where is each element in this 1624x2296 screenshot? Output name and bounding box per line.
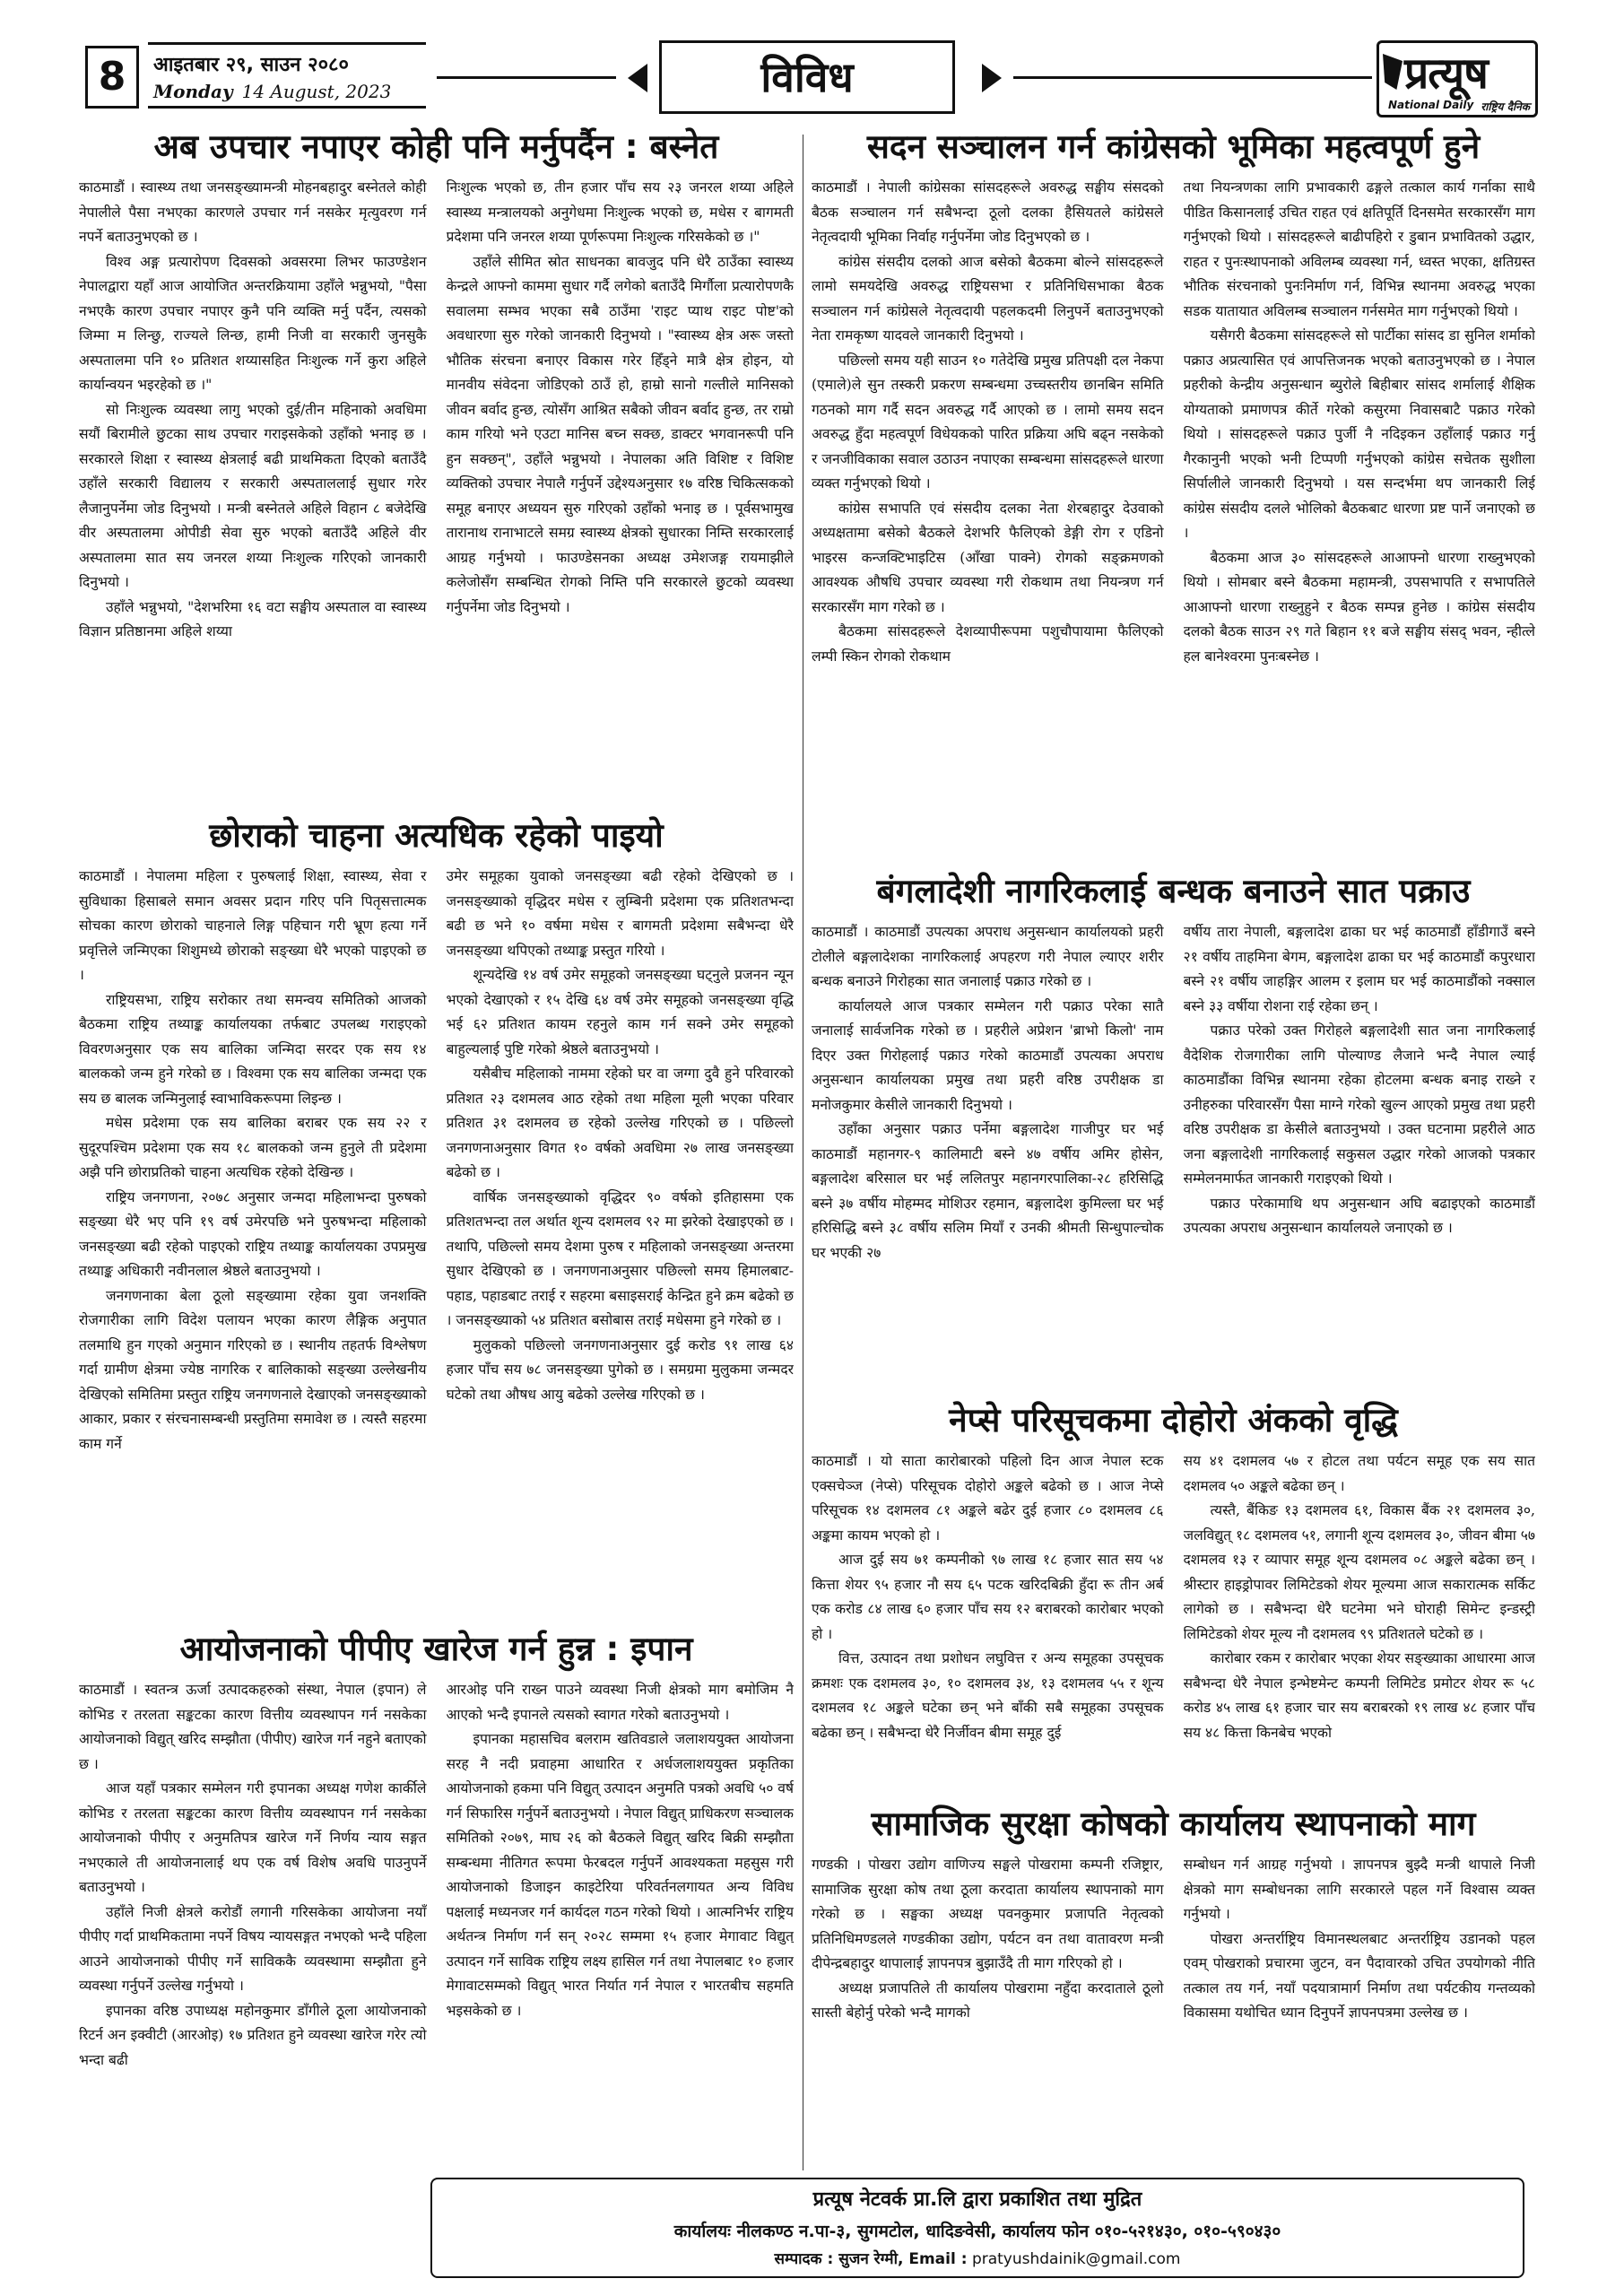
article-paragraph: उहाँले भन्नुभयो, "देशभरिमा १६ वटा सङ्घीय अस्पताल वा स्वास्थ्य विज्ञान प्रतिष्ठानमा अहिले शय्या [79,598,427,639]
article-paragraph: काठमाडौं । नेपाली कांग्रेसका सांसदहरूले अवरुद्ध सङ्घीय संसदको बैठक सञ्चालन गर्न सबैभन्दा ठूलो दलका हैसियतले कांग्रेसले नेतृत्वदायी भूमिका निर्वाह गर्नुपर्नेमा जोड दिनुभएको छ । [812,179,1164,245]
article-headline: बंगलादेशी नागरिकलाई बन्धक बनाउने सात पक्राउ [876,872,1471,910]
article-paragraph: वार्षिक जनसङ्ख्याको वृद्धिदर ९० वर्षको इतिहासमा एक प्रतिशतभन्दा तल अर्थात शून्य दशमलव ९२ मा झरेको देखाइएको छ । तथापि, पछिल्लो समय देशमा पुरुष र महिलाको जनसङ्ख्या अन्तरमा सुधार देखिएको छ । जनगणनाअनुसार पछिल्लो समय हिमालबाट-पहाड, पहाडबाट तराई र सहरमा बसाइसराई केन्द्रित हुने क्रम बढेको छ । जनसङ्ख्याको ५४ प्रतिशत बसोबास तराई मधेसमा हुने गरेको छ । [446,1188,794,1328]
article-column-2 [447,176,795,804]
article-paragraph: शून्यदेखि १४ वर्ष उमेर समूहको जनसङ्ख्या घट्नुले प्रजनन न्यून भएको देखाएको र १५ देखि ६४ वर्ष उमेर समूहको जनसङ्ख्या वृद्धि भई ६२ प्रतिशत कायम रहनुले काम गर्न सक्ने उमेर समूहको बाहुल्यलाई पुष्टि गरेको श्रेष्ठले बताउनुभयो । [446,967,794,1057]
article-paragraph: वित्त, उत्पादन तथा प्रशोधन लघुवित्त र अन्य समूहका उपसूचक क्रमशः एक दशमलव ३०, १० दशमलव ३४, १३ दशमलव ५५ र शून्य दशमलव १८ अङ्कले घटेका छन् भने बाँकी सबै समूहका उपसूचक बढेका छन् । सबैभन्दा धेरै निर्जीवन बीमा समूह दुई [812,1650,1164,1741]
day-english: Monday [153,81,233,102]
article-paragraph: गण्डकी । पोखरा उद्योग वाणिज्य सङ्घले पोखरामा कम्पनी रजिष्ट्रार, सामाजिक सुरक्षा कोष तथा ठूला करदाता कार्यालय स्थापनाको माग गरेको छ । सङ्घका अध्यक्ष पवनकुमार प्रजापति नेतृत्वको प्रतिनिधिमण्डलले गण्डकीका उद्योग, पर्यटन वन तथा वातावरण मन्त्री दीपेन्द्रबहादुर थापालाई ज्ञापनपत्र बुझाउँदै ती माग गरिएको हो । [812,1857,1164,1971]
article-column-2 [1184,920,1536,1387]
article-paragraph: इपानका वरिष्ठ उपाध्यक्ष महोनकुमार डाँगीले ठूला आयोजनाको रिटर्न अन इक्वीटी (आरओइ) १७ प्रतिशत हुने व्यवस्था खारेज गरेर त्यो भन्दा बढी [79,2002,427,2068]
article-headline: छोराको चाहना अत्यधिक रहेको पाइयो [209,816,664,855]
article-paragraph: आरओइ पनि राख्न पाउने व्यवस्था निजी क्षेत्रको माग बमोजिम नै आएको भन्दै इपानले त्यसको स्वागत गरेको बताउनुभयो । [446,1682,794,1723]
logo-tagline [1388,99,1530,114]
imprint-footer [430,2178,1524,2278]
article-paragraph: काठमाडौं । काठमाडौं उपत्यका अपराध अनुसन्धान कार्यालयको प्रहरी टोलीले बङ्गलादेशका नागरिकलाई अपहरण गरी नेपाल ल्याएर शरीर बन्धक बनाउने गिरोहका सात जनालाई पक्राउ गरेको छ । [812,924,1164,989]
article-paragraph: इपानका महासचिव बलराम खतिवडाले जलाशययुक्त आयोजना सरह नै नदी प्रवाहमा आधारित र अर्धजलाशययुक्त प्रकृतिका आयोजनाको हकमा पनि विद्युत् उत्पादन अनुमति पत्रको अवधि ५० वर्ष गर्न सिफारिस गर्नुपर्ने बताउनुभयो । नेपाल विद्युत् प्राधिकरण सञ्चालक समितिको २०७९, माघ २६ को बैठकले विद्युत् खरिद बिक्री सम्झौता सम्बन्धमा नीतिगत रूपमा फेरबदल गर्नुपर्ने आवश्यकता महसुस गरी आयोजनाको डिजाइन काइटेरिया परिवर्तनलगायत अन्य विविध पक्षलाई मध्यनजर गर्न कार्यदल गठन गरेको थियो । आत्मनिर्भर राष्ट्रिय अर्थतन्त्र निर्माण गर्न सन् २०२८ सम्ममा १५ हजार मेगावाट विद्युत् उत्पादन गर्ने साविक राष्ट्रिय लक्ष्य हासिल गर्न तथा नेपालबाट १० हजार मेगावाटसम्मको विद्युत् भारत निर्यात गर्न नेपाल र भारतबीच सहमति भइसकेको छ । [446,1731,794,2019]
article-column-2 [1184,1449,1536,1790]
article-paragraph: काठमाडौं । स्वतन्त्र ऊर्जा उत्पादकहरुको संस्था, नेपाल (इपान) ले कोभिड र तरलता सङ्कटका कारण वित्तीय व्यवस्थापन गर्न नसकेका आयोजनाको विद्युत् खरिद सम्झौता (पीपीए) खारेज गर्न नहुने बताएको छ । [79,1682,427,1772]
article-paragraph: वर्षीय तारा नेपाली, बङ्गलादेश ढाका घर भई काठमाडौं हाँडीगाउँ बस्ने २१ वर्षीय ताहमिना बेगम, बङ्गलादेश ढाका घर भई काठमाडौं कपुरधारा बस्ने २१ वर्षीय जाहङ्गिर आलम र इलाम घर भई काठमाडौंको नक्साल बस्ने ३३ वर्षीया रोशना राई रहेका छन् । [1183,924,1535,1014]
masthead [85,40,1538,121]
date-nepali: आइतबार २९, साउन २०८० [153,54,349,76]
article-headline: सदन सञ्चालन गर्न कांग्रेसको भूमिका महत्वपूर्ण हुने [866,127,1481,166]
article-column-1 [812,920,1164,1387]
logo-name: प्रत्यूष [1404,48,1488,99]
article-headline: आयोजनाको पीपीए खारेज गर्न हुन्न : इपान [179,1630,693,1668]
article-paragraph: विश्व अङ्ग प्रत्यारोपण दिवसको अवसरमा लिभर फाउण्डेशन नेपालद्वारा यहाँ आज आयोजित अन्तरक्रियामा उहाँले भन्नुभयो, "पैसा नभएकै कारण उपचार नपाएर कुनै पनि व्यक्ति मर्नु पर्दैन, त्यसको जिम्मा म लिन्छु, राज्यले लिन्छ, हामी निजी वा सरकारी जुनसुकै अस्पतालमा पनि १० प्रतिशत शय्यासहित निःशुल्क गर्ने कुरा अहिले कार्यान्वयन भइरहेको छ ।" [79,253,427,393]
logo-tag-np: राष्ट्रिय दैनिक [1481,100,1530,113]
article-congress [812,126,1535,861]
article-paragraph: कार्यालयले आज पत्रकार सम्मेलन गरी पक्राउ परेका सातै जनालाई सार्वजनिक गरेको छ । प्रहरीले अप्रेशन 'ब्राभो किलो' नाम दिएर उक्त गिरोहलाई पक्राउ गरेको काठमाडौं उपत्यका अपराध अनुसन्धान कार्यालयका प्रमुख तथा प्रहरी वरिष्ठ उपरीक्षक डा मनोजकुमार केसीले जानकारी दिनुभयो । [812,997,1164,1113]
article-paragraph: पक्राउ परेको उक्त गिरोहले बङ्गलादेशी सात जना नागरिकलाई वैदेशिक रोजगारीका लागि पोल्याण्ड लैजाने भन्दै नेपाल ल्याई काठमाडौंका विभिन्न स्थानमा रहेका होटलमा बन्धक बनाइ राख्ने र उनीहरुका परिवारसँग पैसा माग्ने गरेको खुल्न आएको प्रमुख तथा प्रहरी वरिष्ठ उपरीक्षक डा केसीले बताउनुभयो । उक्त घटनामा प्रहरीले आठ जना बङ्गलादेशी नागरिकलाई सकुसल उद्धार गरेको आजको पत्रकार सम्मेलनमार्फत जानकारी गराइएको थियो । [1183,1022,1535,1187]
article-column-1 [79,176,427,804]
article-social-security [812,1803,1535,2170]
arrow-right-icon [982,64,1002,92]
article-column-2 [447,1678,795,2171]
article-paragraph: सो निःशुल्क व्यवस्था लागु भएको दुई/तीन महिनाको अवधिमा सयौं बिरामीले छुटका साथ उपचार गराइसकेको उहाँको भनाइ छ । सरकारले शिक्षा र स्वास्थ्य क्षेत्रलाई बढी प्राथमिकता दिएको बताउँदै उहाँले सरकारी विद्यालय र सरकारी अस्पताललाई सुधार गरेर लैजानुपर्नेमा जोड दिनुभयो । मन्त्री बस्नेतले अहिले विहान ८ बजेदेखि वीर अस्पतालमा ओपीडी सेवा सुरु भएको बताउँदै अहिले वीर अस्पतालमा सात सय जनरल शय्या निःशुल्क गरिएको जानकारी दिनुभयो । [79,401,427,590]
article-paragraph: तथा नियन्त्रणका लागि प्रभावकारी ढङ्गले तत्काल कार्य गर्नाका साथै पीडित किसानलाई उचित राहत एवं क्षतिपूर्ति दिनसमेत सरकारसँग माग गर्नुभएको थियो । सांसदहरूले बाढीपहिरो र डुबान प्रभावितको उद्धार, राहत र पुनःस्थापनाको अविलम्ब व्यवस्था गर्न, ध्वस्त भएका, क्षतिग्रस्त भौतिक संरचनाको पुनःनिर्माण गर्न, विभिन्न स्थानमा अवरुद्ध भएका सडक यातायात अविलम्ब सञ्चालन गर्नसमेत माग गर्नुभएको थियो । [1183,179,1535,319]
article-paragraph: उहाँले निजी क्षेत्रले करोडौं लगानी गरिसकेका आयोजना नयाँ पीपीए गर्दा प्राथमिकतामा नपर्ने विषय न्यायसङ्गत नभएको भन्दै पहिला आउने आयोजनाको पीपीए गर्ने साविककै व्यवस्थामा सम्झौता हुने व्यवस्था गर्नुपर्ने उल्लेख गर्नुभयो । [79,1903,427,1994]
article-paragraph: त्यस्तै, बैंकिङ १३ दशमलव ६१, विकास बैंक २१ दशमलव ३०, जलविद्युत् १८ दशमलव ५१, लगानी शून्य दशमलव ३०, जीवन बीमा ५७ दशमलव १३ र व्यापार समूह शून्य दशमलव ०८ अङ्कले बढेका छन् । श्रीस्टार हाइड्रोपावर लिमिटेडको शेयर मूल्यमा आज सकारात्मक सर्किट लागेको छ । सबैभन्दा धेरै घटनेमा भने घोराही सिमेन्ट इन्डस्ट्री लिमिटेडको शेयर मूल्य नौ दशमलव ९९ प्रतिशतले घटेको छ । [1183,1502,1535,1642]
article-paragraph: आज दुई सय ७१ कम्पनीको ९७ लाख १८ हजार सात सय ५४ कित्ता शेयर ९५ हजार नौ सय ६५ पटक खरिदबिक्री हुँदा रू तीन अर्ब एक करोड ८४ लाख ६० हजार पाँच सय १२ बराबरको कारोबार भएको हो । [812,1552,1164,1642]
article-bangladeshi-arrest [812,870,1535,1390]
article-paragraph: कारोबार रकम र कारोबार भएका शेयर सङ्ख्याका आधारमा आज सबैभन्दा धेरै नेपाल इन्भेष्टमेन्ट कम्पनी लिमिटेड प्रमोटर शेयर रू ५८ करोड ४५ लाख ६१ हजार चार सय बराबरको १९ लाख ४८ हजार पाँच सय ४८ कित्ता किनबेच भएको [1183,1650,1535,1741]
article-paragraph: बैठकमा आज ३० सांसदहरूले आआफ्नो धारणा राख्नुभएको थियो । सोमबार बस्ने बैठकमा महामन्त्री, उपसभापति र सभापतिले आआफ्नो धारणा राख्नुहुने र बैठक सम्पन्न हुनेछ । कांग्रेस संसदीय दलको बैठक साउन २९ गते बिहान ११ बजे सङ्घीय संसद् भवन, न्हीत्ले हल बानेश्वरमा पुनःबस्नेछ । [1183,549,1535,665]
article-paragraph: बैठकमा सांसदहरूले देशव्यापीरूपमा पशुचौपायामा फैलिएको लम्पी स्किन रोगको रोकथाम [812,623,1164,665]
article-paragraph: काठमाडौं । नेपालमा महिला र पुरुषलाई शिक्षा, स्वास्थ्य, सेवा र सुविधाका हिसाबले समान अवसर प्रदान गरिए पनि पितृसत्तात्मक सोचका कारण छोराको चाहनाले लिङ्ग पहिचान गरी भ्रूण हत्या गर्ने प्रवृत्तिले जन्मिएका शिशुमध्ये छोराको सङ्ख्या धेरै भएको पाइएको छ । [79,868,427,983]
article-paragraph: उहाँका अनुसार पक्राउ पर्नेमा बङ्गलादेश गाजीपुर घर भई काठमाडौं महानगर-९ कालिमाटी बस्ने ४७ वर्षीय अमिर होसेन, बङ्गलादेश बरिसाल घर भई ललितपुर महानगरपालिका-२८ हरिसिद्धि बस्ने ३७ वर्षीय मोहम्मद मोशिउर रहमान, बङ्गलादेश कुमिल्ला घर भई हरिसिद्धि बस्ने ३८ वर्षीय सलिम मियाँ र उनकी श्रीमती सिन्धुपाल्चोक घर भएकी २७ [812,1121,1164,1261]
section-title: विविध [659,40,955,114]
article-health [79,126,794,807]
article-paragraph: उमेर समूहका युवाको जनसङ्ख्या बढी रहेको देखिएको छ । जनसङ्ख्याको वृद्धिदर मधेस र लुम्बिनी प्रदेशमा एक प्रतिशतभन्दा बढी छ भने १० वर्षमा मधेस र बागमती प्रदेशमा सबैभन्दा धेरै जनसङ्ख्या थपिएको तथ्याङ्क प्रस्तुत गरियो । [446,868,794,959]
article-paragraph: सय ४१ दशमलव ५७ र होटल तथा पर्यटन समूह एक सय सात दशमलव ५० अङ्कले बढेका छन् । [1183,1453,1535,1494]
masthead-rule-right [1013,76,1372,79]
date-english: 14 August, 2023 [241,81,392,102]
article-paragraph: अध्यक्ष प्रजापतिले ती कार्यालय पोखरामा नहुँदा करदाताले ठूलो सास्ती बेहोर्नु परेको भन्दै मागको [812,1979,1164,2021]
article-paragraph: पक्राउ परेकामाथि थप अनुसन्धान अघि बढाइएको काठमाडौं उपत्यका अपराध अनुसन्धान कार्यालयले जनाएको छ । [1183,1195,1535,1236]
office-address: कार्यालयः नीलकण्ठ न.पा-३, सुगमटोल, धादिङवेसी, कार्यालय फोन ०१०-५२१४३०, ०१०-५९०४३० [673,2222,1281,2241]
masthead-rule-left [437,76,616,79]
newspaper-logo [1376,40,1538,117]
article-paragraph: पछिल्लो समय यही साउन १० गतेदेखि प्रमुख प्रतिपक्षी दल नेकपा (एमाले)ले सुन तस्करी प्रकरण सम्बन्धमा उच्चस्तरीय छानबिन समिति गठनको माग गर्दै सदन अवरुद्ध गर्दै आएको छ । लामो समय सदन अवरुद्ध हुँदा महत्वपूर्ण विधेयकको पारित प्रक्रिया अघि बढ्न नसकेको र जनजीविकाका सवाल उठाउन नपाएका सम्बन्धमा सांसदहरूले धारणा व्यक्त गर्नुभएको थियो । [812,352,1164,491]
article-paragraph: काठमाडौं । यो साता कारोबारको पहिलो दिन आज नेपाल स्टक एक्सचेञ्ज (नेप्से) परिसूचक दोहोरो अङ्कले बढेको छ । आज नेप्से परिसूचक १४ दशमलव ८१ अङ्कले बढेर दुई हजार ८० दशमलव ८६ अङ्कमा कायम भएको हो । [812,1453,1164,1544]
date-block [148,42,426,109]
article-column-1 [79,1678,427,2171]
article-paragraph: कांग्रेस संसदीय दलको आज बसेको बैठकमा बोल्ने सांसदहरूले लामो समयदेखि अवरुद्ध राष्ट्रियसभा र प्रतिनिधिसभाका बैठक सञ्चालन गर्न कांग्रेसले नेतृत्वदायी पहलकदमी लिनुपर्ने बताउनुभएको नेता रामकृष्ण यादवले जानकारी दिनुभयो । [812,253,1164,344]
article-paragraph: जनगणनाका बेला ठूलो सङ्ख्यामा रहेका युवा जनशक्ति रोजगारीका लागि विदेश पलायन भएका कारण लैङ्गिक अनुपात तलमाथि हुन गएको अनुमान गरिएको छ । स्थानीय तहतर्फ विश्लेषण गर्दा ग्रामीण क्षेत्रमा ज्येष्ठ नागरिक र बालिकाको सङ्ख्या उल्लेखनीय देखिएको समितिमा प्रस्तुत राष्ट्रिय जनगणनाले देखाएको जनसङ्ख्याको आकार, प्रकार र संरचनासम्बन्धी प्रस्तुतिमा समावेश छ । त्यस्तै सहरमा काम गर्ने [79,1287,427,1452]
publisher-line: प्रत्यूष नेटवर्क प्रा.लि द्वारा प्रकाशित तथा मुद्रित [812,2188,1142,2211]
article-column-1 [79,865,427,1618]
article-column-1 [812,1449,1164,1790]
article-paragraph: मधेस प्रदेशमा एक सय बालिका बराबर एक सय २२ र सुदूरपश्चिम प्रदेशमा एक सय १८ बालकको जन्म हुनुले ती प्रदेशमा अझै पनि छोराप्रतिको चाहना अत्यधिक रहेको देखिन्छ । [79,1115,427,1180]
article-paragraph: यसैबीच महिलाको नाममा रहेको घर वा जग्गा दुवै हुने परिवारको प्रतिशत २३ दशमलव आठ रहेको तथा महिला मूली भएका परिवार प्रतिशत ३१ दशमलव छ रहेको उल्लेख गरिएको छ । पछिल्लो जनगणनाअनुसार विगत १० वर्षको अवधिमा २७ लाख जनसङ्ख्या बढेको छ । [446,1065,794,1180]
logo-tag-en: National Daily [1388,99,1474,111]
article-paragraph: उहाँले सीमित स्रोत साधनका बावजुद पनि धेरै ठाउँका स्वास्थ्य केन्द्रले आफ्नो काममा सुधार गर्दै लगेको बताउँदै मिर्गौला प्रत्यारोपणकै सवालमा सम्भव भएका सबै ठाउँमा 'राइट प्याथ राइट पोष्ट'को अवधारणा सुरु गरेको जानकारी दिनुभयो । "स्वास्थ्य क्षेत्र अरू जस्तो भौतिक संरचना बनाएर विकास गरेर हिँड्ने मात्रै क्षेत्र होइन, यो मानवीय संवेदना जोडिएको ठाउँ हो, हाम्रो सानो गल्तीले मानिसको जीवन बर्वाद हुन्छ, त्योसँग आश्रित सबैको जीवन बर्वाद हुन्छ, तर राम्रो काम गरियो भने एउटा मानिस बच्न सक्छ, डाक्टर भगवानरूपी पनि हुन सक्छन्", उहाँले भन्नुभयो । नेपालका अति विशिष्ट र विशिष्ट व्यक्तिको उपचार नेपालै गर्नुपर्ने उद्देश्यअनुसार १७ वरिष्ठ चिकित्सकको समूह बनाएर अध्ययन सुरु गरिएको उहाँको भनाइ छ । पूर्वसभामुख तारानाथ रानाभाटले समग्र स्वास्थ्य क्षेत्रको सुधारका निम्ति सरकारलाई आग्रह गर्नुभयो । फाउण्डेसनका अध्यक्ष उमेशजङ्ग रायमाझीले कलेजोसँग सम्बन्धित रोगको निम्ति पनि सरकारले छुटको व्यवस्था गर्नुपर्नेमा जोड दिनुभयो । [446,253,794,615]
article-paragraph: मुलुकको पछिल्लो जनगणनाअनुसार दुई करोड ९१ लाख ६४ हजार पाँच सय ७८ जनसङ्ख्या पुगेको छ । समग्रमा मुलुकमा जन्मदर घटेको तथा औषध आयु बढेको उल्लेख गरिएको छ । [446,1336,794,1403]
article-paragraph: काठमाडौं । स्वास्थ्य तथा जनसङ्ख्यामन्त्री मोहनबहादुर बस्नेतले कोही नेपालीले पैसा नभएका कारणले उपचार गर्न नसकेर मृत्युवरण गर्न नपर्ने बताउनुभएको छ । [79,179,427,245]
article-column-1 [812,176,1164,857]
article-column-1 [812,1853,1164,2167]
article-column-2 [1184,1853,1536,2167]
article-paragraph: आज यहाँ पत्रकार सम्मेलन गरी इपानका अध्यक्ष गणेश कार्कीले कोभिड र तरलता सङ्कटका कारण वित्तीय व्यवस्थापन गर्न नसकेका आयोजनाको पीपीए र अनुमतिपत्र खारेज गर्ने निर्णय न्याय सङ्गत नभएकाले ती आयोजनालाई थप एक वर्ष विशेष अवधि पाउनुपर्ने बताउनुभयो । [79,1780,427,1895]
logo-emblem-icon [1383,54,1403,90]
article-nepse [812,1399,1535,1794]
article-paragraph: सम्बोधन गर्न आग्रह गर्नुभयो । ज्ञापनपत्र बुझ्दै मन्त्री थापाले निजी क्षेत्रको माग सम्बोधनका लागि सरकारले पहल गर्ने विश्वास व्यक्त गर्नुभयो । [1183,1857,1535,1922]
article-column-2 [1184,176,1536,857]
article-paragraph: निःशुल्क भएको छ, तीन हजार पाँच सय २३ जनरल शय्या अहिले स्वास्थ्य मन्त्रालयको अनुगेधमा निःशुल्क भएको छ, मधेस र बागमती प्रदेशमा पनि जनरल शय्या पूर्णरूपमा निःशुल्क गरिसकेको छ ।" [446,179,794,245]
article-paragraph: राष्ट्रिय जनगणना, २०७८ अनुसार जन्मदा महिलाभन्दा पुरुषको सङ्ख्या धेरै भए पनि १९ वर्ष उमेरपछि भने पुरुषभन्दा महिलाको जनसङ्ख्या बढी रहेको पाइएको राष्ट्रिय तथ्याङ्क कार्यालयका उपप्रमुख तथ्याङ्क अधिकारी नवीनलाल श्रेष्ठले बताउनुभयो । [79,1188,427,1279]
date-english-line [148,79,426,104]
article-paragraph: यसैगरी बैठकमा सांसदहरूले सो पार्टीका सांसद डा सुनिल शर्माको पक्राउ अप्रत्यासित एवं आपत्तिजनक भएको बताउनुभएको छ । नेपाल प्रहरीको केन्द्रीय अनुसन्धान ब्युरोले बिहीबार सांसद शर्मालाई शैक्षिक योग्यताको प्रमाणपत्र कीर्ते गरेको कसुरमा निवासबाटै पक्राउ गरेको थियो । सांसदहरूले पक्राउ पुर्जी नै नदिइकन उहाँलाई पक्राउ गर्नु गैरकानुनी भएको भनी टिप्पणी गर्नुभएको कांग्रेस सचेतक सुशीला सिर्पालीले जानकारी दिनुभयो । यस सन्दर्भमा थप जानकारी लिई कांग्रेस संसदीय दलले भोलिको बैठकबाट धारणा प्रष्ट पार्ने जनाएको छ । [1183,327,1535,541]
editor-label: सम्पादक : सुजन रेग्मी, Email : [774,2250,968,2268]
article-headline: नेप्से परिसूचकमा दोहोरो अंकको वृद्धि [949,1401,1398,1439]
article-paragraph: राष्ट्रियसभा, राष्ट्रिय सरोकार तथा समन्वय समितिको आजको बैठकमा राष्ट्रिय तथ्याङ्क कार्यालयका तर्फबाट उपलब्ध गराइएको विवरणअनुसार एक सय बालिका जन्मिदा सरदर एक सय १४ बालकको जन्म हुने गरेको छ । विश्वमा एक सय बालिका जन्मदा एक सय छ बालक जन्मिनुलाई स्वाभाविकरूपमा लिइन्छ । [79,991,427,1107]
article-headline: अब उपचार नपाएर कोही पनि मर्नुपर्दैन : बस्नेत [153,127,719,166]
editor-line [432,2248,1523,2268]
article-paragraph: कांग्रेस सभापति एवं संसदीय दलका नेता शेरबहादुर देउवाको अध्यक्षतामा बसेको बैठकले देशभरि फैलिएको डेङ्गी रोग र एडिनो भाइरस कन्जक्टिभाइटिस (आँखा पाक्ने) रोगको सङ्क्रमणको आवश्यक औषधि उपचार व्यवस्था गरी रोकथाम तथा नियन्त्रण गर्न सरकारसँग माग गरेको छ । [812,500,1164,615]
article-ippan [79,1628,794,2175]
article-census [79,814,794,1622]
article-headline: सामाजिक सुरक्षा कोषको कार्यालय स्थापनाको माग [871,1805,1476,1843]
article-column-2 [447,865,795,1618]
page-number: 8 [85,46,139,109]
arrow-left-icon [628,64,647,92]
contact-email[interactable]: pratyushdainik@gmail.com [971,2250,1181,2268]
article-paragraph: पोखरा अन्तर्राष्ट्रिय विमानस्थलबाट अन्तर्राष्ट्रिय उडानको पहल एवम् पोखराको प्रचारमा जुटन, वन पैदावारको उचित उपयोगको नीति तत्काल तय गर्न, नयाँ पदयात्रामार्ग निर्माण तथा पर्यटकीय गन्तव्यको विकासमा यथोचित ध्यान दिनुपर्ने ज्ञापनपत्रमा उल्लेख छ । [1183,1930,1535,2021]
